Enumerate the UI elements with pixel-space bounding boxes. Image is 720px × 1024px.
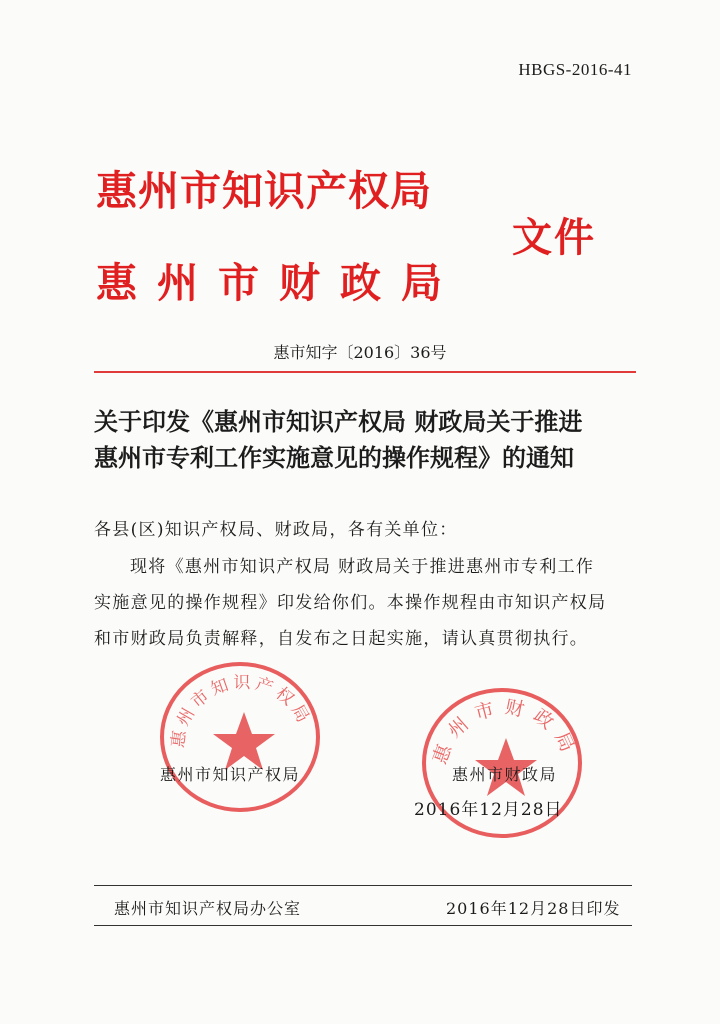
notice-title [94, 404, 654, 476]
footer-print-date: 2016年12月28日印发 [446, 899, 621, 918]
paragraph-line: 现将《惠州市知识产权局 财政局关于推进惠州市专利工作 [130, 557, 595, 577]
official-seal-ipo [160, 662, 320, 812]
body-paragraph [94, 549, 654, 657]
salutation: 各县(区)知识产权局、财政局，各有关单位： [94, 520, 458, 540]
document-type-label: 文件 [512, 215, 596, 261]
svg-text:惠州市知识产权局: 惠州市知识产权局 [168, 673, 315, 749]
seal-star-icon [164, 666, 324, 816]
issuing-org-finance: 惠州市财政局 [96, 259, 462, 307]
issuing-org-ipo: 惠州市知识产权局 [96, 167, 432, 215]
paragraph-line: 和市财政局负责解释，自发布之日起实施，请认真贯彻执行。 [94, 629, 589, 649]
title-line-2: 惠州市专利工作实施意见的操作规程》的通知 [94, 444, 574, 472]
signature-date: 2016年12月28日 [414, 800, 563, 820]
footer-issuer: 惠州市知识产权局办公室 [114, 899, 302, 918]
footer-divider-top [94, 885, 632, 886]
svg-text:惠州市财政局: 惠州市财政局 [428, 695, 583, 767]
document-code: HBGS-2016-41 [518, 60, 632, 79]
signer-finance: 惠州市财政局 [452, 765, 558, 784]
signer-ipo: 惠州市知识产权局 [160, 765, 301, 784]
footer-divider-bottom [94, 925, 632, 926]
title-line-1: 关于印发《惠州市知识产权局 财政局关于推进 [94, 408, 583, 436]
red-divider [94, 371, 636, 373]
document-number: 惠市知字〔2016〕36号 [273, 343, 447, 362]
paragraph-line: 实施意见的操作规程》印发给你们。本操作规程由市知识产权局 [94, 593, 607, 613]
